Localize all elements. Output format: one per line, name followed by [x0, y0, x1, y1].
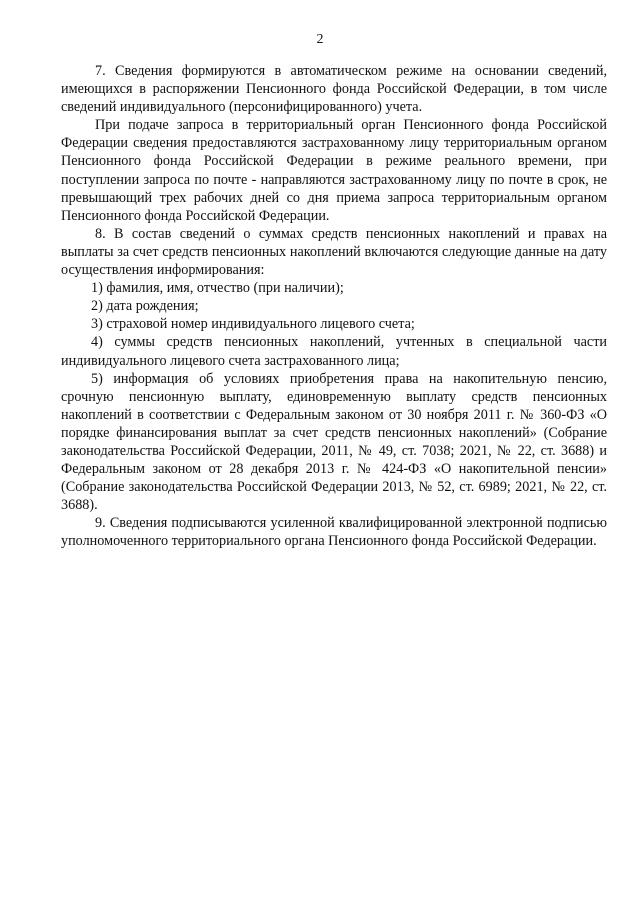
- paragraph-8: 8. В состав сведений о суммах средств пенсионных накоплений и правах на выплаты за счет средств пенсионных накоплений включаются следующие данные на дату осуществления информирования:: [61, 225, 607, 279]
- paragraph-7: 7. Сведения формируются в автоматическом режиме на основании сведений, имеющихся в распоряжении Пенсионного фонда Российской Федерации, в том числе сведений индивидуального (персонифицированного) учета.: [61, 63, 607, 116]
- list-item-1: 1) фамилия, имя, отчество (при наличии);: [91, 280, 344, 297]
- list-item-5: 5) информация об условиях приобретения права на накопительную пенсию, срочную пенсионную выплату, единовременную выплату средств пенсионных накоплений в соответствии с Федеральным законом от 30 ноября 2011 г. № 360-ФЗ «О порядке финансирования выплат за счет средств пенсионных накоплений» (Собрание законодательства Российской Федерации, 2011, № 49, ст. 7038; 2021, № 22, ст. 3688) и Федеральным законом от 28 декабря 2013 г. № 424-ФЗ «О накопительной пенсии» (Собрание законодательства Российской Федерации 2013, № 52, ст. 6989; 2021, № 22, ст. 3688).: [61, 370, 607, 514]
- list-item-4: 4) суммы средств пенсионных накоплений, учтенных в специальной части индивидуального лицевого счета застрахованного лица;: [61, 334, 607, 369]
- list-item-2: 2) дата рождения;: [91, 298, 199, 315]
- paragraph-9: 9. Сведения подписываются усиленной квалифицированной электронной подписью уполномоченного территориального органа Пенсионного фонда Российской Федерации.: [61, 515, 607, 550]
- page-number: 2: [316, 32, 324, 47]
- document-body: [61, 62, 607, 551]
- list-item-3: 3) страховой номер индивидуального лицевого счета;: [91, 316, 415, 333]
- paragraph-7-request: При подаче запроса в территориальный орган Пенсионного фонда Российской Федерации сведения предоставляются застрахованному лицу территориальным органом Пенсионного фонда Российской Федерации в режиме реального времени, при поступлении запроса по почте - направляются застрахованному лицу по почте в срок, не превышающий трех рабочих дней со дня приема запроса территориальным органом Пенсионного фонда Российской Федерации.: [61, 117, 607, 224]
